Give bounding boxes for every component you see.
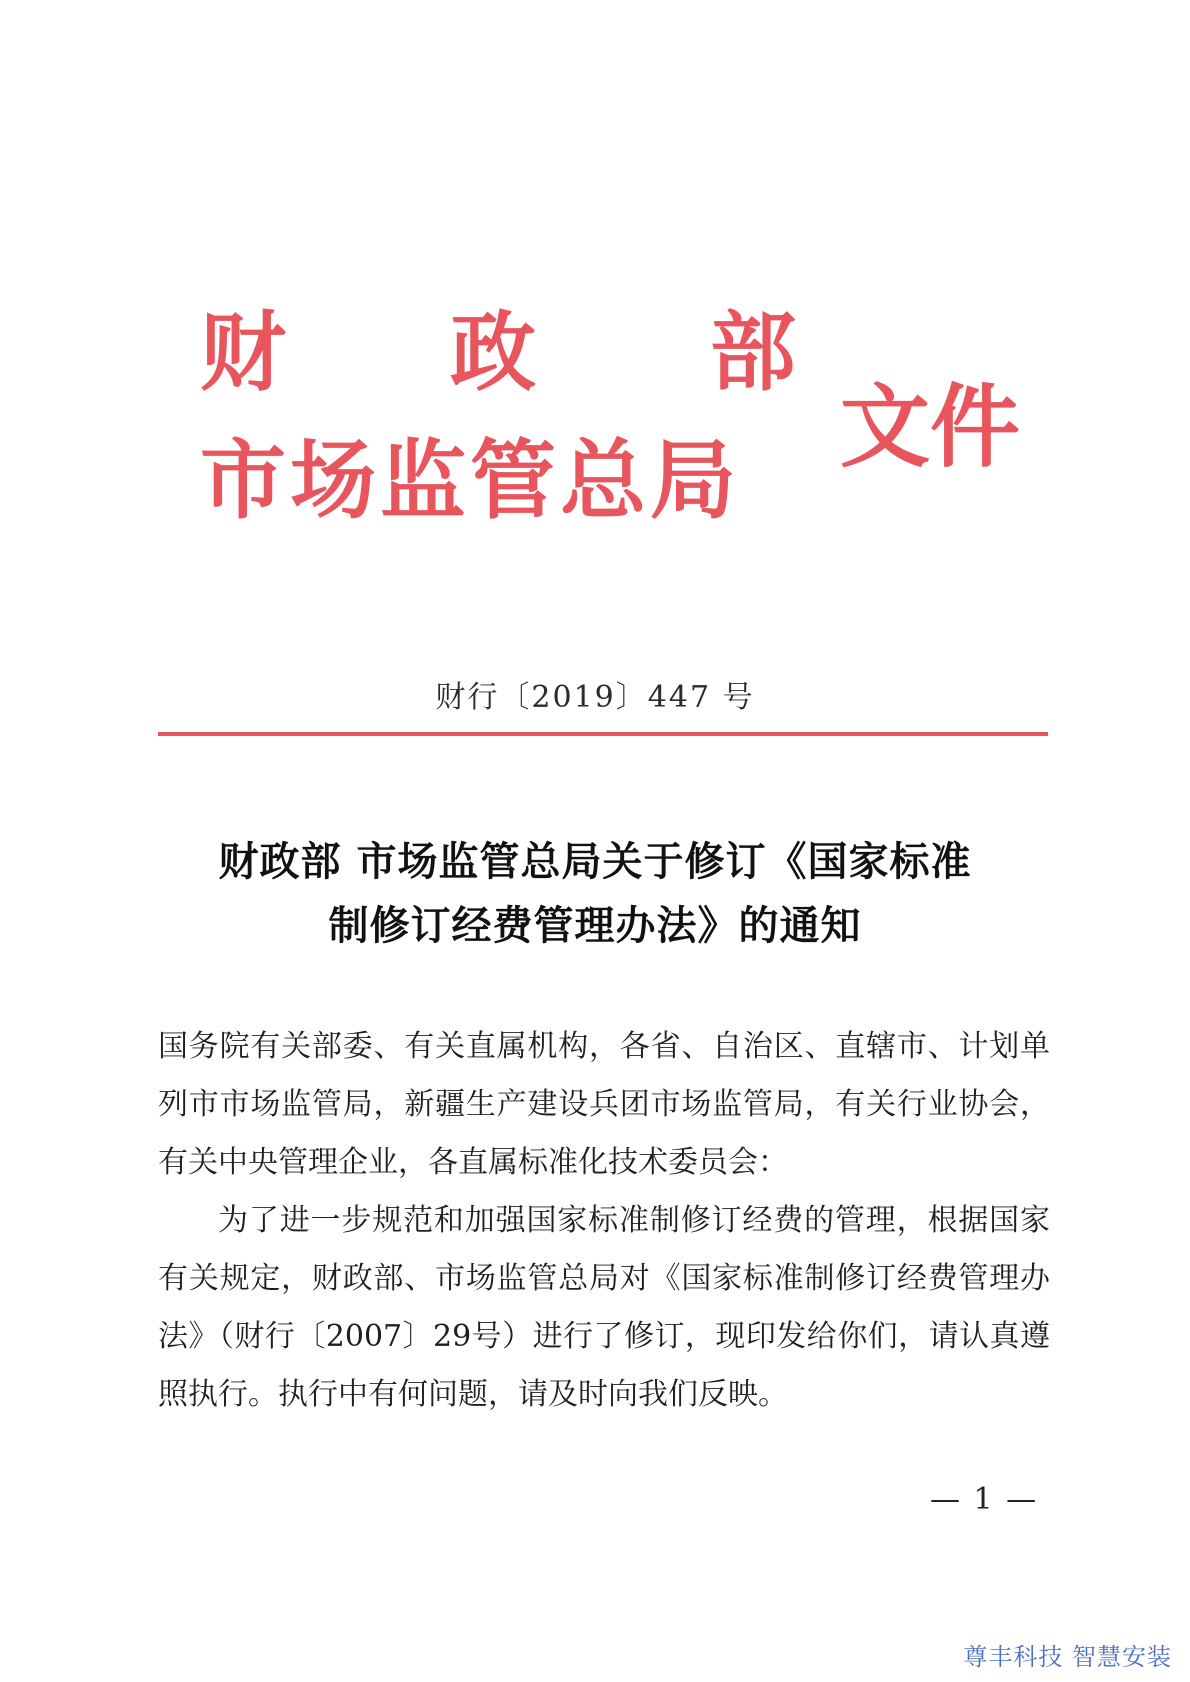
document-type-label: 文件 xyxy=(840,374,1020,480)
document-number: 财行〔2019〕447 号 xyxy=(435,680,755,715)
notice-title-line-2: 制修订经费管理办法》的通知 xyxy=(328,903,862,949)
issuer1-char-1: 财 xyxy=(200,302,286,403)
red-divider-line xyxy=(158,732,1048,736)
notice-title-line-1: 财政部 市场监管总局关于修订《国家标准 xyxy=(218,839,972,885)
addressees-paragraph: 国务院有关部委、有关直属机构，各省、自治区、直辖市、计划单列市市场监管局，新疆生产建设兵团市场监管局，有关行业协会，有关中央管理企业，各直属标准化技术委员会： xyxy=(158,1029,1050,1180)
issuer-market-regulation: 市场监管总局 xyxy=(200,430,740,531)
page-number: — 1 — xyxy=(930,1482,1039,1517)
issuer1-char-2: 政 xyxy=(450,302,536,403)
body-paragraph: 为了进一步规范和加强国家标准制修订经费的管理，根据国家有关规定，财政部、市场监管总局对《国家标准制修订经费管理办法》（财行〔2007〕29号）进行了修订，现印发给你们，请认真遵照执行。执行中有何问题，请及时向我们反映。 xyxy=(158,1203,1050,1412)
watermark-text: 尊丰科技 智慧安装 xyxy=(963,1643,1172,1671)
issuer1-char-3: 部 xyxy=(710,302,796,403)
